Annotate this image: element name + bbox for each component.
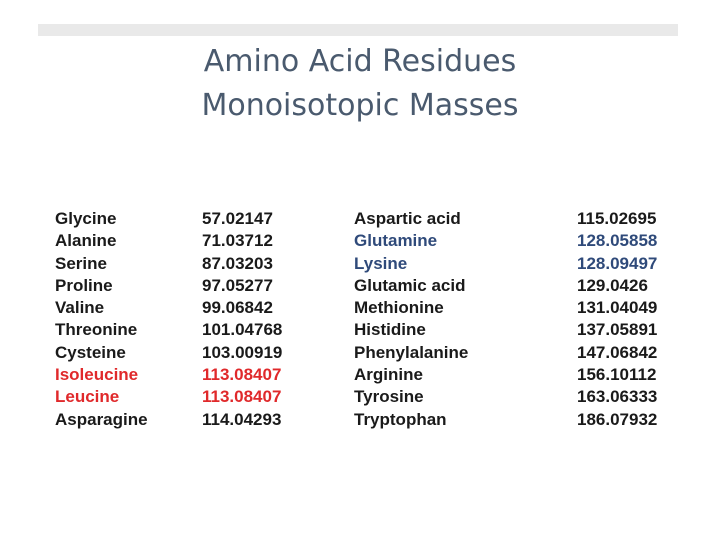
amino-acid-name: Tryptophan xyxy=(354,409,447,429)
monoisotopic-mass: 186.07932 xyxy=(577,409,658,429)
monoisotopic-mass: 113.08407 xyxy=(202,387,282,407)
title-line-2: Monoisotopic Masses xyxy=(201,88,519,123)
amino-acid-name: Tyrosine xyxy=(354,387,424,407)
amino-acid-name: Glutamine xyxy=(354,231,438,251)
monoisotopic-mass: 128.09497 xyxy=(577,253,658,273)
monoisotopic-mass: 129.0426 xyxy=(577,275,648,295)
amino-acid-name: Asparagine xyxy=(55,409,148,429)
monoisotopic-mass: 99.06842 xyxy=(202,298,273,318)
monoisotopic-mass: 131.04049 xyxy=(577,298,658,318)
monoisotopic-mass: 156.10112 xyxy=(577,365,657,385)
monoisotopic-mass: 101.04768 xyxy=(202,320,283,340)
amino-acid-name: Methionine xyxy=(354,298,444,318)
monoisotopic-mass: 137.05891 xyxy=(577,320,658,340)
top-divider-bar xyxy=(38,24,678,36)
monoisotopic-mass: 114.04293 xyxy=(202,409,282,429)
amino-acid-name: Cysteine xyxy=(55,342,126,362)
amino-acid-name: Leucine xyxy=(55,387,120,407)
monoisotopic-mass: 71.03712 xyxy=(202,231,273,251)
amino-acid-name: Aspartic acid xyxy=(354,209,461,228)
amino-acid-name: Isoleucine xyxy=(55,365,139,385)
amino-acid-name: Phenylalanine xyxy=(354,342,469,362)
amino-acid-name: Threonine xyxy=(55,320,138,340)
monoisotopic-mass: 103.00919 xyxy=(202,342,283,362)
monoisotopic-mass: 87.03203 xyxy=(202,253,273,273)
monoisotopic-mass: 163.06333 xyxy=(577,387,658,407)
left-masses-column xyxy=(202,208,282,431)
amino-acid-name: Glutamic acid xyxy=(354,275,466,295)
monoisotopic-mass: 128.05858 xyxy=(577,231,658,251)
monoisotopic-mass: 57.02147 xyxy=(202,209,273,228)
amino-acid-name: Histidine xyxy=(354,320,426,340)
amino-acid-name: Proline xyxy=(55,275,113,295)
amino-acid-name: Valine xyxy=(55,298,105,318)
title-line-1: Amino Acid Residues xyxy=(203,44,517,79)
amino-acid-name: Glycine xyxy=(55,209,117,228)
monoisotopic-mass: 113.08407 xyxy=(202,365,282,385)
left-names-column xyxy=(55,208,148,431)
amino-acid-name: Arginine xyxy=(354,365,423,385)
page-title xyxy=(0,40,720,128)
amino-acid-name: Serine xyxy=(55,253,107,273)
amino-acid-name: Lysine xyxy=(354,253,408,273)
amino-acid-name: Alanine xyxy=(55,231,117,251)
right-names-column xyxy=(354,208,468,431)
right-masses-column xyxy=(577,208,657,431)
monoisotopic-mass: 147.06842 xyxy=(577,342,658,362)
monoisotopic-mass: 97.05277 xyxy=(202,275,273,295)
monoisotopic-mass: 115.02695 xyxy=(577,209,657,228)
